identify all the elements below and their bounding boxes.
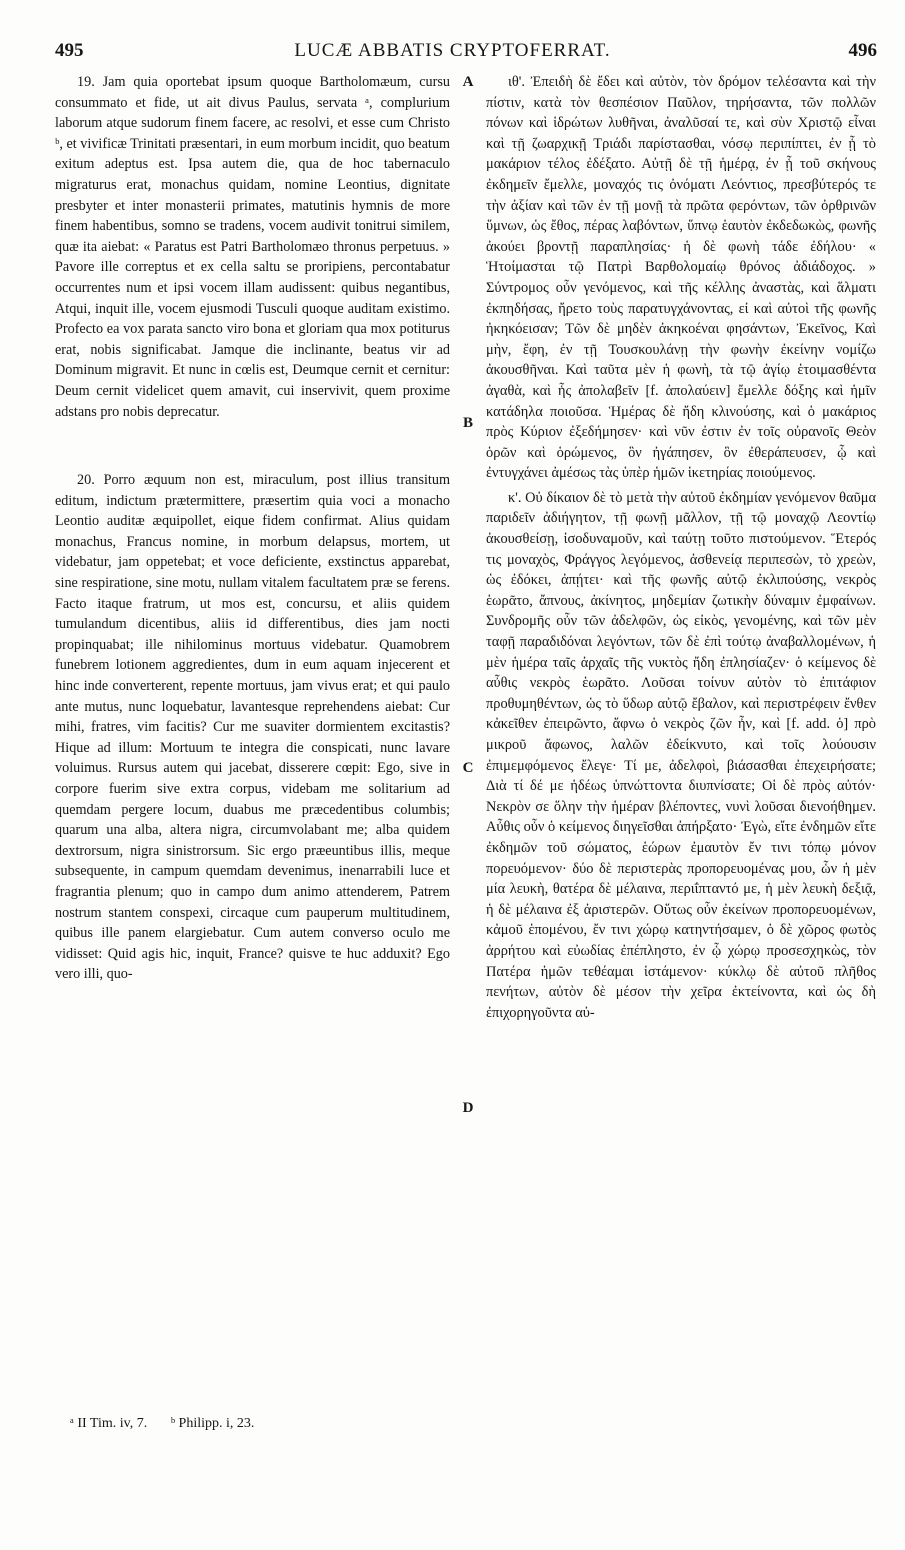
greek-section-19: ιθ'. Ἐπειδὴ δὲ ἔδει καὶ αὐτὸν, τὸν δρόμον τελέσαντα καὶ τὴν πίστιν, κατὰ τὸν θεσπέσιον Παῦλον, τηρήσαντα, τῶν πολλῶν πόνων καὶ ἱδρώτων λυθῆναι, ἀναλῦσαί τε, καὶ σὺν Χριστῷ εἶναι καὶ τῇ ζωαρχικῇ Τριάδι παρίστασθαι, νόσῳ περιπίπτει, ἐν ᾗ τὸ μακάριον τέλος ἐδέξατο. Αὐτῇ δὲ τῇ ἡμέρᾳ, ἐν ᾗ τοῦ σκήνους ἐκδημεῖν ἔμελλε, μοναχός τις ὀνόματι Λεόντιος, πρεσβύτερός τε τὴν ἀξίαν καὶ τῶν ἐν τῇ μονῇ τὰ πρῶτα φερόντων, τῶν ὀρθρινῶν ὕμνων, ὡς ἔθος, πέρας λαβόντων, ὕπνῳ ἑαυτὸν ἐκδεδωκὼς, φωνῆς ἀκούει βροντῇ παραπλησίας· ἡ δὲ φωνὴ τάδε ἐδήλου· « Ἡτοίμασται τῷ Πατρὶ Βαρθολομαίῳ θρόνος ἀδιάδοχος. » Σύντρομος οὖν γενόμενος, καὶ τῆς κέλλης ἀναστὰς, καὶ ἅλματι ἐκπηδήσας, ἤρετο τοὺς παρατυγχάνοντας, εἰ καὶ αὐτοὶ τῆς φωνῆς ἠκηκόεισαν; Τῶν δὲ μηδὲν ἀκηκοέναι φησάντων, Ἐκεῖνος, Καὶ μὴν, ἔφη, ἐν τῇ Τουσκουλάνῃ τὴν φωνὴν ἐκείνην νομίζω ἀκουσθῆναι. Καὶ ταῦτα μὲν ἡ φωνὴ, τὰ τῷ ἁγίῳ ἑτοιμασθέντα ἀγαθὰ, καὶ ἧς ἀπολαβεῖν [f. ἀπολαύειν] ἔμελλε δόξης καὶ ἡμῖν κατάδηλα ποιοῦσα. Ἡμέρας δὲ ἤδη κλινούσης, καὶ ὁ μακάριος πρὸς Κύριον ἐξεδήμησεν· καὶ νῦν ἐστιν ἐν τοῖς οὐρανοῖς Θεὸν ὁρῶν καὶ ὁρώμενος, ὃν ἠγάπησεν, ὃν ἐθεράπευσεν, ᾧ καὶ ἐντυγχάνει ἀμέσως τὰς ὑπὲρ ἡμῶν ἱκετηρίας ποιούμενος. bbox=[486, 74, 876, 482]
margin-marker-a: A bbox=[462, 74, 474, 90]
footnote-a: ᵃ II Tim. iv, 7. bbox=[70, 1416, 148, 1431]
latin-section-19: 19. Jam quia oportebat ipsum quoque Bartholomæum, cursu consummato et fide, ut ait divus Paulus, servata ᵃ, complurium laborum atque sudorum finem facere, ac resolvi, et esse cum Christo ᵇ, et vivificæ Trinitati præsentari, in eum morbum incidit, quo beatum exitum adeptus est. Ipsa autem die, qua de hoc tabernaculo migraturus erat, monachus quidam, nomine Leontius, dignitate presbyter et inter monasterii primates, matutinis hymnis de more finem habentibus, somno se tradens, vocem audivit tonitrui similem, quæ ita aiebat: « Paratus est Patri Bartholomæo thronus perpetuus. » Pavore ille correptus et ex cella saltu se proripiens, percontabatur occurrentes num et ipsi vocem illam audissent: quibus negantibus, Atqui, inquit ille, vocem ejusmodi Tusculi quoque auditam existimo. Profecto ea vox parata sancto viro bona et gloriam qua mox potiturus erat, nobis significabat. Jamque die inclinante, beatus vir ad Dominum migravit. Et nunc in cœlis est, Deumque cernit et cernitur: Deum cernit videlicet quem amavit, cui inservivit, quem proxime adstans pro nobis deprecatur. bbox=[55, 74, 450, 420]
latin-column bbox=[55, 72, 450, 985]
page-number-right: 496 bbox=[848, 40, 877, 61]
footnotes bbox=[70, 1416, 450, 1432]
margin-marker-c: C bbox=[462, 760, 474, 776]
running-header bbox=[0, 40, 905, 70]
footnote-b: ᵇ Philipp. i, 23. bbox=[170, 1416, 255, 1431]
running-title: LUCÆ ABBATIS CRYPTOFERRAT. bbox=[294, 40, 611, 61]
margin-marker-d: D bbox=[462, 1100, 474, 1116]
greek-section-20: κ'. Οὐ δίκαιον δὲ τὸ μετὰ τὴν αὐτοῦ ἐκδημίαν γενόμενον θαῦμα παριδεῖν ἀδιήγητον, τῇ φωνῇ μᾶλλον, τῇ τῷ μοναχῷ Λεοντίῳ ἀκουσθείσῃ, ἰσοδυναμοῦν, καὶ ταύτῃ τοῦτο πιστούμενον. Ἕτερός τις μοναχὸς, Φράγγος λεγόμενος, ἀσθενείᾳ περιπεσὼν, τὸ χρεὼν, ὡς ἐδόκει, ἀπῄτει· καὶ τῆς φωνῆς αὐτῷ ἐκλιπούσης, νεκρὸς ἑωρᾶτο, ἄπνους, ἀκίνητος, μηδεμίαν ζωτικὴν δύναμιν ἐμφαίνων. Συνδρομῆς οὖν τῶν ἀδελφῶν, ὡς εἰκὸς, γενομένης, καὶ τῶν μὲν ταφῇ παραδιδόναι λεγόντων, τῶν δὲ ἐπὶ τούτῳ ἀναβαλλομένων, ἡ μὲν ἡμέρα ταῖς ἀρχαῖς τῆς νυκτὸς ἤδη ἐπλησίαζεν· ὁ κείμενος δὲ αὖθις νεκρὸς ἑωρᾶτο. Λοῦσαι τοίνυν αὐτὸν τὸ ἐπιτάφιον προθυμηθέντων, ὡς τὸ ὕδωρ αὐτῷ ἔβαλον, καὶ περιστρέφειν ἔνθεν κἀκεῖθεν ἐπειρῶντο, ἄφνω ὁ νεκρὸς ζῶν ἦν, καὶ [f. add. ὁ] πρὸ μικροῦ ἄφωνος, λαλῶν ἐδείκνυτο, καὶ τοῖς λούουσιν ἐπιμεμφόμενος ἔλεγε· Τί με, ἀδελφοὶ, βιάσασθαι ἐπεχειρήσατε; Διὰ τί δέ με ἡδέως ὑπνώττοντα διυπνίσατε; Οἱ δὲ πρὸς αὐτόν· Νεκρὸν σε ὅλην τὴν ἡμέραν βλέποντες, νυνὶ λοῦσαι διενοήθημεν. Αὖθις οὖν ὁ κείμενος διηγεῖσθαι ἀπήρξατο· Ἐγὼ, εἴτε ἐνδημῶν εἴτε ἐκδημῶν τοῦ σώματος, ἑώρων ἐμαυτὸν ἔν τινι τόπῳ μόνον πορευόμενον· δύο δὲ περιστερὰς προπορευομένας μου, ὧν ἡ μὲν μία λευκὴ, θατέρα δὲ μέλαινα, περιΐπταντό με, ἡ μὲν λευκὴ δεξιᾷ, ἡ δὲ μέλαινα ἐξ ἀριστερῶν. Οὕτως οὖν ἐκείνων προπορευομένων, κἀμοῦ ἑπομένου, ἔν τινι χώρῳ κατηντήσαμεν, ὁ δὲ χῶρος φωτὸς ἀρρήτου καὶ εὐωδίας ἐπέπληστο, ἐν ᾧ χώρῳ προσεσχηκὼς, τὸν Πατέρα ἡμῶν τεθέαμαι ἱστάμενον· κύκλῳ δὲ αὐτοῦ πλῆθος πενήτων, αὐτὸν δὲ μέσον τὴν χεῖρα ἐκτείνοντα, καὶ ὡς δὴ ἐπιχορηγοῦντα αὐ- bbox=[486, 489, 876, 1021]
greek-column bbox=[486, 72, 876, 1023]
margin-marker-b: B bbox=[462, 415, 473, 431]
latin-section-20: 20. Porro æquum non est, miraculum, post illius transitum editum, indictum prætermittere, præsertim quia voci a monacho Leontio auditæ æquipollet, eique fidem confirmat. Alius quidam monachus, Francus nomine, in morbum delapsus, mortem, ut videbatur, jam oppetebat; et voce deficiente, exstinctus apparebat, sine respiratione, sine motu, nullam vitalem facultatem præ se ferens. Facto itaque fratrum, ut mos est, concursu, et aliis quidem tumulandum dicentibus, aliis id differentibus, dies jam nocti propinquabat; ille nihilominus mortuus videbatur. Quamobrem funebrem lotionem aggredientes, dum in eum aquam injecerent et hinc inde converterent, repente mortuus, jam vivus erat; et qui paulo ante mutus, nunc loquebatur, lavantesque reprehendens aiebat: Cur mihi, fratres, vim facitis? Cur me suaviter dormientem excitastis? Hique ad illum: Mortuum te integra die conspicati, nunc lavare voluimus. Rursus autem qui jacebat, disserere cœpit: Ego, sive in corpore fuerim sive extra corpus, videbam me solitarium ad quemdam pergere locum, duabus me præcedentibus columbis; quarum una alba, altera nigra, circumvolabant me; alba quidem dextrorsum, nigra sinistrorsum. Sic ergo præeuntibus illis, meque subsequente, in campum quemdam devenimus, inenarrabili luce et fragrantia plenum; quo in campo dum animo attenderem, Patrem nostrum stantem conspexi, circaque cum pauperum multitudinem, quibus ille panem elargiebatur. Cum autem converso oculo me vidisset: Quid agis hic, inquit, France? quisve te huc adduxit? Ego vero illi, quo- bbox=[55, 472, 450, 983]
page-number-left: 495 bbox=[55, 40, 84, 61]
